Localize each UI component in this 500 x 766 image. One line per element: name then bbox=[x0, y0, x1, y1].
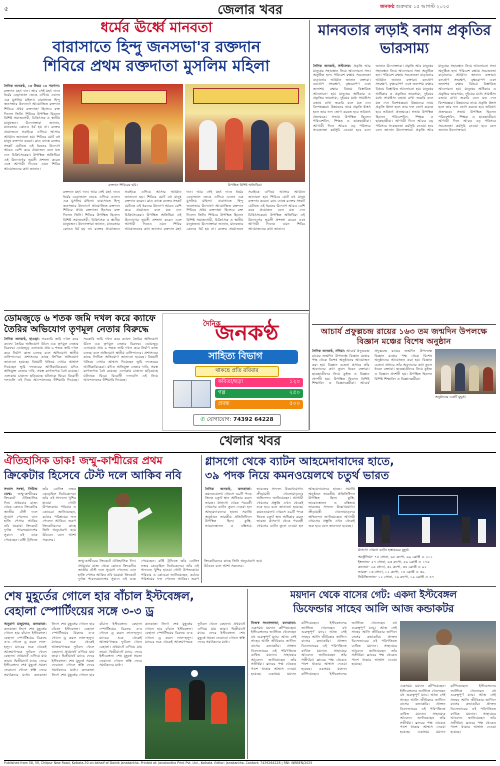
story7-photo-football bbox=[145, 666, 245, 759]
story5-body-left: সংবাদ সংস্থা, নিউজ ডেস্ক: জম্মু-কাশ্মীরের ক্রিকেটে ঐতিহাসিক দিন। প্রথমবার রাজ্য থেকে কোনও ক্রিকেটার জাতীয় টেস্ট দলে সুযোগ পেলেন। ডান হাতি পেসার আকিব নবি ঘরোয়া ক্রিকেটে দুর্দান্ত পারফরম্যান্সের সুবাদে এই ডাক পেয়েছেন। রঞ্জি ট্রফিতে তাঁর বোলিং নজর কেড়েছিল নির্বাচকদের। তাঁর এই সাফল্যে খুশির হাওয়া গোটা উপত্যকায়। পরিবার ও কোচেরা জানিয়েছেন, কঠোর পরিশ্রমের ফল পেলেন আকিব। তরুণ ক্রিকেটারদের কাছে তিনি অনুপ্রেরণা হয়ে উঠবেন বলে আশা সকলের। bbox=[4, 487, 76, 542]
story1-kicker: ধর্মের ঊর্ধ্বে মানবতা bbox=[100, 20, 213, 36]
sahitya-advert bbox=[162, 313, 309, 431]
story1-headline-line2: শিবিরে প্রথম রক্তদাতা মুসলিম মহিলা bbox=[43, 57, 270, 75]
dateline: শুক্রবার ১৫ আগস্ট ২০২৫ bbox=[396, 4, 450, 10]
advert-row-story: গল্প ২৫০ bbox=[215, 389, 303, 398]
medal-row: অস্ট্রেলিয়া- ৭৪ সোনা, ৬৮ রুপো, ৬৯ ব্রোঞ্জ = ২১১ bbox=[358, 555, 433, 559]
medal-row: ভারত- ১৩ সোনা, ১২ রুপো, ১৪ ব্রোঞ্জ = ৩৯ bbox=[358, 570, 425, 574]
story3-body: দৈনিক জনকণ্ঠ, হাওড়া: সরকারি জমি দখল করে ক্যাফে তৈরির অভিযোগ উঠল এক তৃণমূল নেতার বিরুদ্ধে। ডোমজুড় এলাকায় প্রায় ৬ শতক জমি দখল করে নির্মাণ কাজ চলছে বলে অভিযোগ স্থানীয় বাসিন্দাদের। প্রশাসনের কাছে লিখিত অভিযোগ জানানো হয়েছে। বিষয়টি খতিয়ে দেখার আশ্বাস দিয়েছেন ভূমি দফতরের আধিকারিকেরা। যদিও অভিযুক্ত নেতার দাবি, সমস্ত কাগজপত্র বৈধ রয়েছে। এলাকায় চাঞ্চল্য ছড়িয়েছে ঘটনাকে ঘিরে। বিরোধী দলগুলি এই নিয়ে আন্দোলনের হুঁশিয়ারি দিয়েছে। সরকারি জমি দখল করে ক্যাফে তৈরির অভিযোগ উঠল এক তৃণমূল নেতার বিরুদ্ধে। ডোমজুড় এলাকায় প্রায় ৬ শতক জমি দখল করে নির্মাণ কাজ চলছে বলে অভিযোগ স্থানীয় বাসিন্দাদের। প্রশাসনের কাছে লিখিত অভিযোগ জানানো হয়েছে। বিষয়টি খতিয়ে দেখার আশ্বাস দিয়েছেন ভূমি দফতরের আধিকারিকেরা। যদিও অভিযুক্ত নেতার দাবি, সমস্ত কাগজপত্র বৈধ রয়েছে। এলাকায় চাঞ্চল্য ছড়িয়েছে ঘটনাকে ঘিরে। বিরোধী দলগুলি এই নিয়ে আন্দোলনের হুঁশিয়ারি দিয়েছে। bbox=[4, 337, 158, 383]
masthead-small: জনকণ্ঠ bbox=[380, 4, 395, 10]
story6-photo-ceremony bbox=[358, 487, 496, 547]
advert-row-essay: প্রবন্ধ ৫০০ bbox=[215, 400, 303, 409]
story4-photo-caption: অনুষ্ঠানের একটি মুহূর্ত। bbox=[435, 395, 466, 399]
story8-photo bbox=[400, 621, 496, 681]
story1-photo-stage bbox=[63, 84, 183, 182]
story4-photo bbox=[435, 349, 496, 394]
advert-section: সাহিত্য বিভাগ bbox=[173, 350, 298, 364]
story8-headline-line1: ময়দান থেকে বাসের গেট: একদা ইস্টবেঙ্গল bbox=[290, 590, 457, 601]
story6-body: দৈনিক জনকণ্ঠ, কলকাতা: কমনওয়েলথ গেমসে ৩৯টি পদক জিতে চতুর্থ স্থান অধিকার করল ভারত। গ্লাসগো থেকে পরবর্তী গেমসের ব্যাটন তুলে দেওয়া হল আহমেদাবাদের হাতে। সমাপ্তি অনুষ্ঠানে ভারতীয় প্রতিনিধিদল উপস্থিত ছিল। কুস্তি, ভারোত্তোলন ও বক্সিংয়ে ভারতের সাফল্য উল্লেখযোগ্য। ক্রীড়ামন্ত্রী খেলোয়াড়দের অভিনন্দন জানিয়েছেন। আগামী গেমসের প্রস্তুতি এখন থেকেই শুরু হবে বলে জানানো হয়েছে। কমনওয়েলথ গেমসে ৩৯টি পদক জিতে চতুর্থ স্থান অধিকার করল ভারত। গ্লাসগো থেকে পরবর্তী গেমসের ব্যাটন তুলে দেওয়া হল আহমেদাবাদের হাতে। সমাপ্তি অনুষ্ঠানে ভারতীয় প্রতিনিধিদল উপস্থিত ছিল। কুস্তি, ভারোত্তোলন ও বক্সিংয়ে ভারতের সাফল্য উল্লেখযোগ্য। ক্রীড়ামন্ত্রী খেলোয়াড়দের অভিনন্দন জানিয়েছেন। আগামী গেমসের প্রস্তুতি এখন থেকেই শুরু হবে বলে জানানো হয়েছে। bbox=[205, 487, 355, 528]
page-number: ৫ bbox=[4, 5, 9, 13]
story6-photo-caption: গ্লাসগো গেমসে ব্যাটন হস্তান্তরের মুহূর্ত। bbox=[358, 548, 410, 552]
book-icon bbox=[173, 380, 211, 408]
advert-tagline: থাকছে প্রতি রবিবার bbox=[195, 366, 279, 377]
story7-headline-line2: বেহালা স্পোর্টিংয়ের সঙ্গে ৩-৩ ড্র bbox=[4, 604, 154, 618]
story2-headline: মানবতার লড়াই বনাম প্রকৃতির ভারসাম্য bbox=[317, 23, 492, 57]
story6-headline-line2: ৩৯ পদক নিয়ে কমনওয়েলথে চতুর্থ ভারত bbox=[205, 469, 390, 482]
story8-body: নিজস্ব সংবাদদাতা, কলকাতা: একসময় ময়দান কাঁপিয়েছেন। ইস্টবেঙ্গলের জার্সিতে খেলেছেন বহু গুরুত্বপূর্ণ ম্যাচ। আজ সেই সাহেব আলি জীবিকার তাগিদে বাসের কন্ডাকটর। প্রাক্তন ডিফেন্ডারের এই পরিণতিতে ব্যথিত ময়দান। সাহায্যের আবেদন জানিয়েছেন তাঁর সতীর্থরা। ক্লাবের পক্ষ থেকেও পাশে থাকার আশ্বাস দেওয়া হয়েছে। একসময় ময়দান কাঁপিয়েছেন। ইস্টবেঙ্গলের জার্সিতে খেলেছেন বহু গুরুত্বপূর্ণ ম্যাচ। আজ সেই সাহেব আলি জীবিকার তাগিদে বাসের কন্ডাকটর। প্রাক্তন ডিফেন্ডারের এই পরিণতিতে ব্যথিত ময়দান। সাহায্যের আবেদন জানিয়েছেন তাঁর সতীর্থরা। ক্লাবের পক্ষ থেকেও পাশে থাকার আশ্বাস দেওয়া হয়েছে। একসময় ময়দান কাঁপিয়েছেন। ইস্টবেঙ্গলের জার্সিতে খেলেছেন বহু গুরুত্বপূর্ণ ম্যাচ। আজ সেই সাহেব আলি জীবিকার তাগিদে বাসের কন্ডাকটর। প্রাক্তন ডিফেন্ডারের এই পরিণতিতে ব্যথিত ময়দান। সাহায্যের আবেদন জানিয়েছেন তাঁর সতীর্থরা। ক্লাবের পক্ষ থেকেও পাশে থাকার আশ্বাস দেওয়া হয়েছে। bbox=[251, 621, 397, 676]
story8-headline-line2: ডিফেন্ডার সাহেব আলি আজ কন্ডাকটর bbox=[293, 603, 454, 615]
story7-body-right: কলকাতা লিগে শেষ মুহূর্তের গোলে হার বাঁচাল ইস্টবেঙ্গল। বেহালা স্পোর্টিংয়ের বিরুদ্ধে ৩-৩ গোলে ড্র করল লাল-হলুদ। ম্যাচের শুরু থেকেই আক্রমণাত্মক ফুটবল খেলে বেহালা। প্রথমার্ধে এগিয়ে যায় তারা। দ্বিতীয়ার্ধে ম্যাচে ফেরে ইস্টবেঙ্গল। শেষ মুহূর্তে সমতা ফেরানো গোলে স্বস্তি ফেরে সমর্থকদের মধ্যে। bbox=[145, 622, 245, 645]
story4-headline: আচার্য প্রফুল্লচন্দ্র রায়ের ১৬৩ তম জন্মদিন উপলক্ষে বিজ্ঞান মঞ্চের বিশেষ অনুষ্ঠান bbox=[320, 326, 488, 346]
section-title: জেলার খবর bbox=[217, 3, 283, 18]
story8-body-right: একসময় ময়দান কাঁপিয়েছেন। ইস্টবেঙ্গলের জার্সিতে খেলেছেন বহু গুরুত্বপূর্ণ ম্যাচ। আজ সেই সাহেব আলি জীবিকার তাগিদে বাসের কন্ডাকটর। প্রাক্তন ডিফেন্ডারের এই পরিণতিতে ব্যথিত ময়দান। সাহায্যের আবেদন জানিয়েছেন তাঁর সতীর্থরা। ক্লাবের পক্ষ থেকেও পাশে থাকার আশ্বাস দেওয়া হয়েছে। একসময় ময়দান কাঁপিয়েছেন। ইস্টবেঙ্গলের জার্সিতে খেলেছেন বহু গুরুত্বপূর্ণ ম্যাচ। আজ সেই সাহেব আলি জীবিকার তাগিদে বাসের কন্ডাকটর। প্রাক্তন ডিফেন্ডারের এই পরিণতিতে ব্যথিত ময়দান। সাহায্যের আবেদন জানিয়েছেন তাঁর সতীর্থরা। ক্লাবের পক্ষ থেকেও পাশে থাকার আশ্বাস দেওয়া হয়েছে। bbox=[400, 684, 496, 734]
story3-headline: ডোমজুড়ে ৬ শতক জমি দখল করে ক্যাফে তৈরির অভিযোগ তৃণমূল নেতার বিরুদ্ধে bbox=[4, 313, 156, 335]
story1-headline-line1: বারাসাতে হিন্দু জনসভা'র রক্তদান bbox=[52, 38, 261, 56]
advert-brand-small: দৈনিক bbox=[203, 320, 221, 328]
story6-headline-line1: গ্লাসগো থেকে ব্যাটন আহমেদাবাদের হাতে, bbox=[205, 455, 395, 468]
medal-row: কানাডা- ২৬ সোনা, ৩২ রুপো, ৩৪ ব্রোঞ্জ = ৯২ bbox=[358, 565, 427, 569]
story1-photo-guests bbox=[185, 84, 305, 182]
advert-contact: ✆ যোগাযোগ: 74392 64228 bbox=[193, 414, 281, 426]
story-blood-donation bbox=[4, 20, 309, 76]
story5-headline: ক্রিকেটার হিসেবে টেস্ট দলে আকিব নবি bbox=[4, 469, 182, 482]
story4-body: দৈনিক জনকণ্ঠ, নদিয়া: আচার্য প্রফুল্লচন্দ্র রায়ের জন্মদিন উপলক্ষে বিজ্ঞান মঞ্চের পক্ষ থেকে বিশেষ অনুষ্ঠানের আয়োজন করা হয়। বিজ্ঞান চেতনা প্রসারে তাঁর অবদানের কথা তুলে ধরেন বক্তারা। ছাত্রছাত্রীদের নিয়ে কুইজ ও বিজ্ঞান প্রদর্শনী হয়। উপস্থিত ছিলেন বিশিষ্ট শিক্ষাবিদ ও বিজ্ঞানকর্মীরা। আচার্য প্রফুল্লচন্দ্র রায়ের জন্মদিন উপলক্ষে বিজ্ঞান মঞ্চের পক্ষ থেকে বিশেষ অনুষ্ঠানের আয়োজন করা হয়। বিজ্ঞান চেতনা প্রসারে তাঁর অবদানের কথা তুলে ধরেন বক্তারা। ছাত্রছাত্রীদের নিয়ে কুইজ ও বিজ্ঞান প্রদর্শনী হয়। উপস্থিত ছিলেন বিশিষ্ট শিক্ষাবিদ ও বিজ্ঞানকর্মীরা। bbox=[312, 349, 432, 386]
story1-body-col1: দৈনিক জনকণ্ঠ, ২৩ উত্তর ২৪ পরগনা: রক্তদান মহৎ দান। আর সেই মহৎ দানে ধর্মের বেড়াজাল ভেঙে এগিয়ে এলেন এক মুসলিম মহিলা। বারাসাতে হিন্দু জনসভার উদ্যোগে আয়োজিত রক্তদান শিবিরে প্রথম রক্তদাতা হিসেবে রক্ত দিলেন তিনি। শিবিরে উপস্থিত ছিলেন বিশিষ্ট সমাজসেবী, চিকিৎসক ও স্থানীয় মানুষজন। উদ্যোক্তারা জানান, মানবতার কোনও ধর্ম হয় না। রক্তের প্রয়োজনে সবাইকে এগিয়ে আসার আহ্বান জানানো হয়। শিবিরে মোট বহু মানুষ রক্তদান করেন। ব্লাড ব্যাঙ্কে রক্তের সংকট মেটাতে এই ধরনের উদ্যোগ আরও বেশি করে প্রয়োজন বলে মত দেন চিকিৎসকেরা। উপস্থিত অতিথিরা এই উদ্যোগের ভূয়সী প্রশংসা করেন এবং আগামী দিনেও এমন শিবির আয়োজনের কথা জানান। bbox=[4, 84, 60, 171]
story5-photo-cricketer bbox=[78, 487, 182, 557]
story1-body-cols: রক্তদান মহৎ দান। আর সেই মহৎ দানে ধর্মের বেড়াজাল ভেঙে এগিয়ে এলেন এক মুসলিম মহিলা। বারাসাতে হিন্দু জনসভার উদ্যোগে আয়োজিত রক্তদান শিবিরে প্রথম রক্তদাতা হিসেবে রক্ত দিলেন তিনি। শিবিরে উপস্থিত ছিলেন বিশিষ্ট সমাজসেবী, চিকিৎসক ও স্থানীয় মানুষজন। উদ্যোক্তারা জানান, মানবতার কোনও ধর্ম হয় না। রক্তের প্রয়োজনে সবাইকে এগিয়ে আসার আহ্বান জানানো হয়। শিবিরে মোট বহু মানুষ রক্তদান করেন। ব্লাড ব্যাঙ্কে রক্তের সংকট মেটাতে এই ধরনের উদ্যোগ আরও বেশি করে প্রয়োজন বলে মত দেন চিকিৎসকেরা। উপস্থিত অতিথিরা এই উদ্যোগের ভূয়সী প্রশংসা করেন এবং আগামী দিনেও এমন শিবির আয়োজনের কথা জানান। রক্তদান মহৎ দান। আর সেই মহৎ দানে ধর্মের বেড়াজাল ভেঙে এগিয়ে এলেন এক মুসলিম মহিলা। বারাসাতে হিন্দু জনসভার উদ্যোগে আয়োজিত রক্তদান শিবিরে প্রথম রক্তদাতা হিসেবে রক্ত দিলেন তিনি। শিবিরে উপস্থিত ছিলেন বিশিষ্ট সমাজসেবী, চিকিৎসক ও স্থানীয় মানুষজন। উদ্যোক্তারা জানান, মানবতার কোনও ধর্ম হয় না। রক্তের প্রয়োজনে সবাইকে এগিয়ে আসার আহ্বান জানানো হয়। শিবিরে মোট বহু মানুষ রক্তদান করেন। ব্লাড ব্যাঙ্কে রক্তের সংকট মেটাতে এই ধরনের উদ্যোগ আরও বেশি করে প্রয়োজন বলে মত দেন চিকিৎসকেরা। উপস্থিত অতিথিরা এই উদ্যোগের ভূয়সী প্রশংসা করেন এবং আগামী দিনেও এমন শিবির আয়োজনের কথা জানান। bbox=[63, 190, 305, 231]
footer-imprint: Published from 58, 59, Chitpur New Road, Kolkata-30 on behalf of Dainik Janakantha. Printed at: Janakantha Print Pvt. Ltd., Kolkata. Editor: Janakantha. Contact: 7439264228 | RNI: WBBEN/2025 bbox=[4, 761, 313, 765]
story5-body-below: জম্মু-কাশ্মীরের ক্রিকেটে ঐতিহাসিক দিন। প্রথমবার রাজ্য থেকে কোনও ক্রিকেটার জাতীয় টেস্ট দলে সুযোগ পেলেন। ডান হাতি পেসার আকিব নবি ঘরোয়া ক্রিকেটে দুর্দান্ত পারফরম্যান্সের সুবাদে এই ডাক পেয়েছেন। রঞ্জি ট্রফিতে তাঁর বোলিং নজর কেড়েছিল নির্বাচকদের। তাঁর এই সাফল্যে খুশির হাওয়া গোটা উপত্যকায়। পরিবার ও কোচেরা জানিয়েছেন, কঠোর পরিশ্রমের ফল পেলেন আকিব। তরুণ ক্রিকেটারদের কাছে তিনি অনুপ্রেরণা হয়ে উঠবেন বলে আশা সকলের। bbox=[78, 559, 262, 582]
phone-icon: ✆ bbox=[200, 417, 206, 423]
medal-row: নিউজিল্যান্ড- ১২ সোনা, ১৬ রুপো, ১৯ ব্রোঞ্জ = ৪৭ bbox=[358, 575, 435, 579]
story1-photo-caption-1: রক্তদান শিবিরের ছবি। bbox=[108, 183, 138, 187]
story7-headline-line1: শেষ মুহূর্তের গোলে হার বাঁচাল ইস্টবেঙ্গল, bbox=[4, 589, 195, 603]
advert-brand: জনকণ্ঠ bbox=[215, 321, 279, 346]
story7-body: অনুরাগ মজুমদার, কলকাতা: কলকাতা লিগে শেষ মুহূর্তের গোলে হার বাঁচাল ইস্টবেঙ্গল। বেহালা স্পোর্টিংয়ের বিরুদ্ধে ৩-৩ গোলে ড্র করল লাল-হলুদ। ম্যাচের শুরু থেকেই আক্রমণাত্মক ফুটবল খেলে বেহালা। প্রথমার্ধে এগিয়ে যায় তারা। দ্বিতীয়ার্ধে ম্যাচে ফেরে ইস্টবেঙ্গল। শেষ মুহূর্তে সমতা ফেরানো গোলে স্বস্তি ফেরে সমর্থকদের মধ্যে। কলকাতা লিগে শেষ মুহূর্তের গোলে হার বাঁচাল ইস্টবেঙ্গল। বেহালা স্পোর্টিংয়ের বিরুদ্ধে ৩-৩ গোলে ড্র করল লাল-হলুদ। ম্যাচের শুরু থেকেই আক্রমণাত্মক ফুটবল খেলে বেহালা। প্রথমার্ধে এগিয়ে যায় তারা। দ্বিতীয়ার্ধে ম্যাচে ফেরে ইস্টবেঙ্গল। শেষ মুহূর্তে সমতা ফেরানো গোলে স্বস্তি ফেরে সমর্থকদের মধ্যে। কলকাতা লিগে শেষ মুহূর্তের গোলে হার বাঁচাল ইস্টবেঙ্গল। বেহালা স্পোর্টিংয়ের বিরুদ্ধে ৩-৩ গোলে ড্র করল লাল-হলুদ। ম্যাচের শুরু থেকেই আক্রমণাত্মক ফুটবল খেলে বেহালা। প্রথমার্ধে এগিয়ে যায় তারা। দ্বিতীয়ার্ধে ম্যাচে ফেরে ইস্টবেঙ্গল। শেষ মুহূর্তে সমতা ফেরানো গোলে স্বস্তি ফেরে সমর্থকদের মধ্যে। bbox=[4, 622, 142, 677]
story2-body: দৈনিক জনকণ্ঠ, সল্টলেক: প্রকৃতি আর মানুষের সহাবস্থান নিয়ে আলোচনা সভা অনুষ্ঠিত হল। পরিবেশ রক্ষায় সচেতনতা বাড়ানোর আহ্বান জানান বক্তারা। বন্যপ্রাণ সংরক্ষণ, বৃক্ষরোপণ এবং জলাশয় রক্ষার বিষয়ে বিস্তারিত আলোচনা হয়। মানুষের অধিকার ও প্রকৃতির ভারসাম্য, দুইয়ের মধ্যে সামঞ্জস্য বজায় রাখা জরুরি বলে মত দেন বিশেষজ্ঞরা। উন্নয়নের নামে প্রকৃতি ধ্বংস হলে তার ফল ভোগ করতে হবে ভবিষ্যৎ প্রজন্মকে। সভায় উপস্থিত ছিলেন পরিবেশবিদ, শিক্ষক ও ছাত্রছাত্রীরা। আগামী দিনে আরও বড় পরিসরে সচেতনতা কর্মসূচি নেওয়া হবে বলে জানান উদ্যোক্তারা। প্রকৃতি আর মানুষের সহাবস্থান নিয়ে আলোচনা সভা অনুষ্ঠিত হল। পরিবেশ রক্ষায় সচেতনতা বাড়ানোর আহ্বান জানান বক্তারা। বন্যপ্রাণ সংরক্ষণ, বৃক্ষরোপণ এবং জলাশয় রক্ষার বিষয়ে বিস্তারিত আলোচনা হয়। মানুষের অধিকার ও প্রকৃতির ভারসাম্য, দুইয়ের মধ্যে সামঞ্জস্য বজায় রাখা জরুরি বলে মত দেন বিশেষজ্ঞরা। উন্নয়নের নামে প্রকৃতি ধ্বংস হলে তার ফল ভোগ করতে হবে ভবিষ্যৎ প্রজন্মকে। সভায় উপস্থিত ছিলেন পরিবেশবিদ, শিক্ষক ও ছাত্রছাত্রীরা। আগামী দিনে আরও বড় পরিসরে সচেতনতা কর্মসূচি নেওয়া হবে বলে জানান উদ্যোক্তারা। প্রকৃতি আর মানুষের সহাবস্থান নিয়ে আলোচনা সভা অনুষ্ঠিত হল। পরিবেশ রক্ষায় সচেতনতা বাড়ানোর আহ্বান জানান বক্তারা। বন্যপ্রাণ সংরক্ষণ, বৃক্ষরোপণ এবং জলাশয় রক্ষার বিষয়ে বিস্তারিত আলোচনা হয়। মানুষের অধিকার ও প্রকৃতির ভারসাম্য, দুইয়ের মধ্যে সামঞ্জস্য বজায় রাখা জরুরি বলে মত দেন বিশেষজ্ঞরা। উন্নয়নের নামে প্রকৃতি ধ্বংস হলে তার ফল ভোগ করতে হবে ভবিষ্যৎ প্রজন্মকে। সভায় উপস্থিত ছিলেন পরিবেশবিদ, শিক্ষক ও ছাত্রছাত্রীরা। আগামী দিনে আরও বড় পরিসরে সচেতনতা কর্মসূচি নেওয়া হবে বলে জানান উদ্যোক্তারা। bbox=[313, 64, 496, 133]
story5-kicker: ঐতিহাসিক ডাক! জম্মু-কাশ্মীরের প্রথম bbox=[4, 455, 163, 467]
advert-row-poem: কবিতা/ছড়া ১২০ bbox=[215, 378, 303, 387]
sports-section-title: খেলার খবর bbox=[219, 434, 281, 449]
medal-table bbox=[358, 555, 496, 580]
medal-row: ইংল্যান্ড- ৫৭ সোনা, ৬৩ রুপো, ৫৬ ব্রোঞ্জ = ১৭৬ bbox=[358, 560, 430, 564]
story1-photo-caption-2: উপস্থিত বিশিষ্ট অতিথিরা। bbox=[227, 183, 263, 187]
